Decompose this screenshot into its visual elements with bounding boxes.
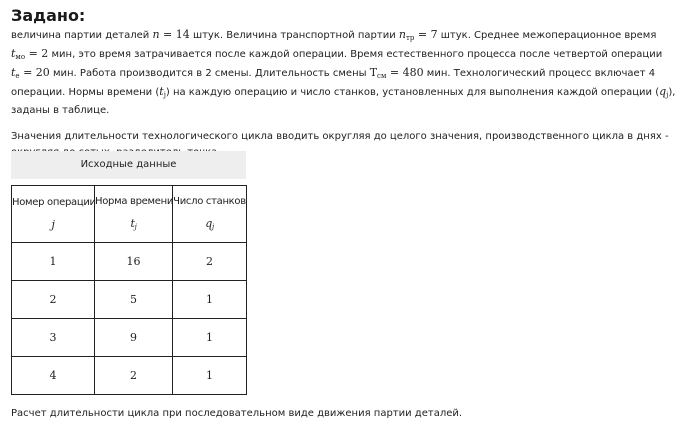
text-fragment: мин, это время затрачивается после каждой операции. Время естественного процесса после четвертой операции [48, 49, 663, 60]
text-fragment: заданы в таблице. [11, 105, 110, 116]
math-var: n [152, 28, 160, 41]
math-subscript: j [666, 91, 669, 99]
cell-machine-count: 1 [173, 357, 247, 395]
cell-operation-number: 4 [12, 357, 95, 395]
table-caption: Исходные данные [11, 151, 246, 179]
symbol-subscript: j [134, 222, 137, 231]
math-value: = 480 [386, 66, 424, 79]
header-operation-number [12, 186, 95, 243]
instruction-line: Значения длительности технологического цикла вводить округляя до целого значения, производственного цикла в днях - [11, 131, 669, 142]
symbol-var: t [130, 216, 135, 230]
cell-time-norm: 2 [95, 357, 173, 395]
text-fragment: мин. Работа производится в 2 смены. Длительность смены [49, 68, 370, 79]
math-subscript: тр [406, 34, 415, 42]
math-value: = 14 [159, 28, 190, 41]
math-subscript: мо [15, 53, 26, 61]
table-row [12, 357, 247, 395]
header-label: Номер операции [12, 197, 96, 208]
table-row [12, 243, 247, 281]
table-row [12, 319, 247, 357]
header-label: Норма времени [95, 195, 174, 207]
text-fragment: ), [668, 87, 676, 98]
math-value: = 2 [25, 47, 49, 60]
cell-time-norm: 16 [95, 243, 173, 281]
math-var: n [398, 28, 406, 41]
task-footer: Расчет длительности цикла при последовательном виде движения партии деталей. [11, 408, 463, 419]
text-fragment: мин. Технологический процесс включает 4 [423, 68, 656, 79]
header-time-norm [95, 186, 173, 243]
header-symbol [173, 216, 246, 235]
cell-operation-number: 1 [12, 243, 95, 281]
cell-time-norm: 5 [95, 281, 173, 319]
cell-machine-count: 1 [173, 319, 247, 357]
header-symbol [12, 217, 94, 233]
math-var: t [11, 66, 16, 79]
task-description [11, 27, 691, 119]
header-symbol [95, 216, 172, 235]
cell-operation-number: 2 [12, 281, 95, 319]
symbol-var: j [51, 218, 55, 231]
task-page [11, 6, 691, 419]
symbol-subscript: j [211, 222, 214, 231]
header-machine-count [173, 186, 247, 243]
math-var: t [11, 47, 16, 60]
text-fragment: ) на каждую операцию и число станков, установленных для выполнения каждой операции ( [165, 87, 660, 98]
math-var: q [659, 85, 667, 98]
math-subscript: е [15, 72, 20, 80]
cell-machine-count: 2 [173, 243, 247, 281]
table-header-row [12, 186, 247, 243]
symbol-var: q [205, 216, 212, 230]
math-value: = 20 [19, 66, 50, 79]
cell-machine-count: 1 [173, 281, 247, 319]
text-fragment: штук. Среднее межоперационное время [437, 30, 657, 41]
text-fragment: штук. Величина транспортной партии [189, 30, 399, 41]
header-label: Число станков [173, 195, 246, 207]
math-subscript: см [377, 72, 387, 80]
math-var: t [159, 85, 164, 98]
source-data-table [11, 185, 247, 395]
text-fragment: операции. Нормы времени ( [11, 87, 160, 98]
math-var: T [369, 66, 378, 79]
cell-time-norm: 9 [95, 319, 173, 357]
math-value: = 7 [414, 28, 438, 41]
text-fragment: величина партии деталей [11, 30, 153, 41]
math-subscript: j [163, 91, 166, 99]
task-heading: Задано: [11, 6, 86, 25]
table-row [12, 281, 247, 319]
cell-operation-number: 3 [12, 319, 95, 357]
